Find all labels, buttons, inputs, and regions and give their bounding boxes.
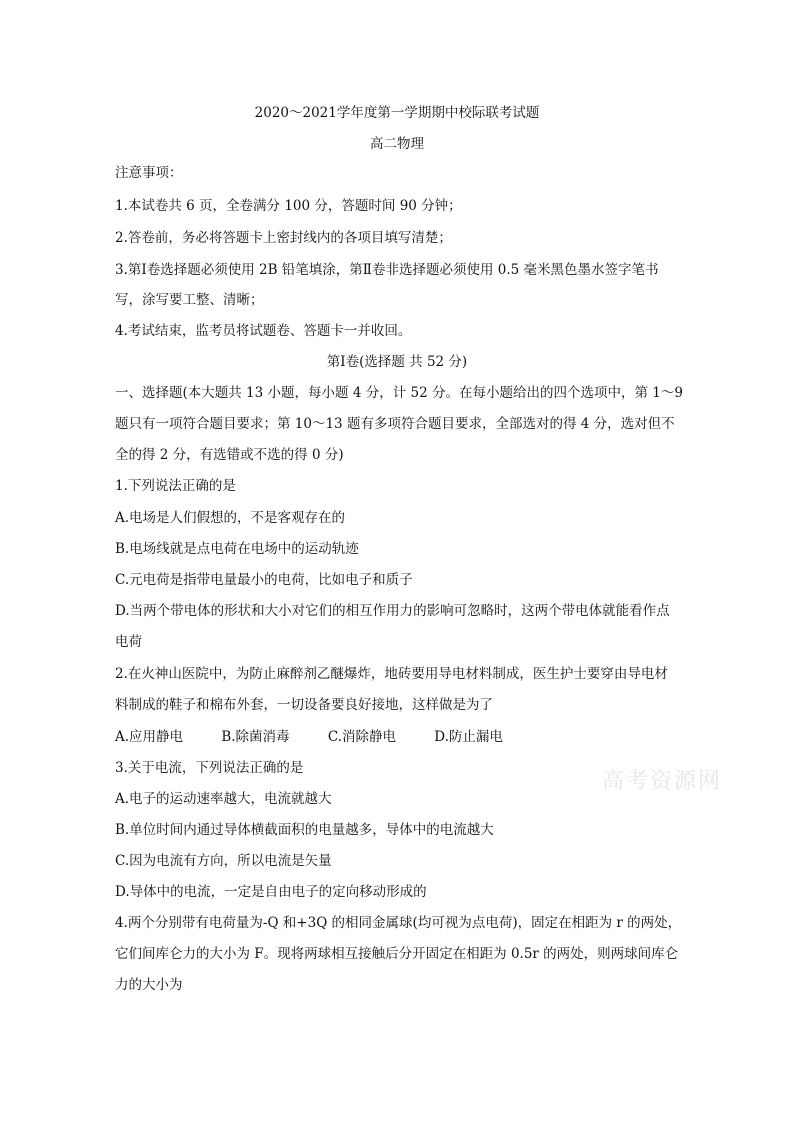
section-intro: 题只有一项符合题目要求；第 10～13 题有多项符合题目要求，全部选对的得 4 分，选对但不 — [115, 416, 675, 432]
note-item-continued: 写，涂写要工整、清晰； — [115, 292, 264, 308]
question-stem-continued: 它们间库仑力的大小为 F。现将两球相互接触后分开固定在相距为 0.5r 的两处，则两球间库仑 — [115, 946, 679, 962]
option-c: C.因为电流有方向，所以电流是矢量 — [115, 853, 332, 869]
option-d-continued: 电荷 — [115, 634, 142, 650]
watermark: 高考资源网 — [602, 769, 723, 794]
note-item: 1.本试卷共 6 页，全卷满分 100 分，答题时间 90 分钟； — [115, 198, 462, 214]
notes-heading: 注意事项： — [115, 165, 183, 181]
option-a: A.电场是人们假想的，不是客观存在的 — [115, 510, 346, 526]
option-c: C.元电荷是指带电量最小的电荷，比如电子和质子 — [115, 572, 413, 588]
option-d: D.当两个带电体的形状和大小对它们的相互作用力的影响可忽略时，这两个带电体就能看作点 — [115, 603, 670, 619]
section-intro: 全的得 2 分，有选错或不选的得 0 分) — [115, 447, 344, 463]
question-stem: 3.关于电流，下列说法正确的是 — [115, 760, 304, 776]
option-d: D.防止漏电 — [434, 729, 503, 745]
option-d: D.导体中的电流，一定是自由电子的定向移动形成的 — [115, 884, 427, 900]
note-item: 3.第Ⅰ卷选择题必须使用 2B 铅笔填涂，第Ⅱ卷非选择题必须使用 0.5 毫米黑色墨水签字笔书 — [115, 262, 659, 278]
option-b: B.电场线就是点电荷在电场中的运动轨迹 — [115, 541, 359, 557]
option-a: A.应用静电 — [115, 729, 184, 745]
exam-title: 2020～2021学年度第一学期期中校际联考试题 — [254, 105, 540, 121]
option-b: B.单位时间内通过导体横截面积的电量越多，导体中的电流越大 — [115, 822, 494, 838]
question-stem-continued: 料制成的鞋子和棉布外套，一切设备要良好接地，这样做是为了 — [115, 697, 493, 713]
note-item: 2.答卷前，务必将答题卡上密封线内的各项目填写清楚； — [115, 230, 452, 246]
option-c: C.消除静电 — [327, 729, 396, 745]
section-intro: 一、选择题(本大题共 13 小题，每小题 4 分，计 52 分。在每小题给出的四个选项中，第 1～9 — [115, 385, 683, 401]
option-a: A.电子的运动速率越大，电流就越大 — [115, 791, 332, 807]
options-row — [115, 727, 537, 747]
option-b: B.除菌消毒 — [221, 729, 290, 745]
question-stem: 4.两个分别带有电荷量为-Q 和+3Q 的相同金属球(均可视为点电荷)，固定在相距为 r 的两处， — [115, 915, 682, 931]
section-title: 第Ⅰ卷(选择题 共 52 分) — [326, 354, 468, 370]
note-item: 4.考试结束，监考员将试题卷、答题卡一并收回。 — [115, 323, 412, 339]
question-stem: 2.在火神山医院中，为防止麻醉剂乙醚爆炸，地砖要用导电材料制成，医生护士要穿由导电材 — [115, 666, 668, 682]
subject-title: 高二物理 — [370, 136, 424, 152]
question-stem: 1.下列说法正确的是 — [115, 478, 236, 494]
question-stem-continued: 力的大小为 — [115, 977, 183, 993]
